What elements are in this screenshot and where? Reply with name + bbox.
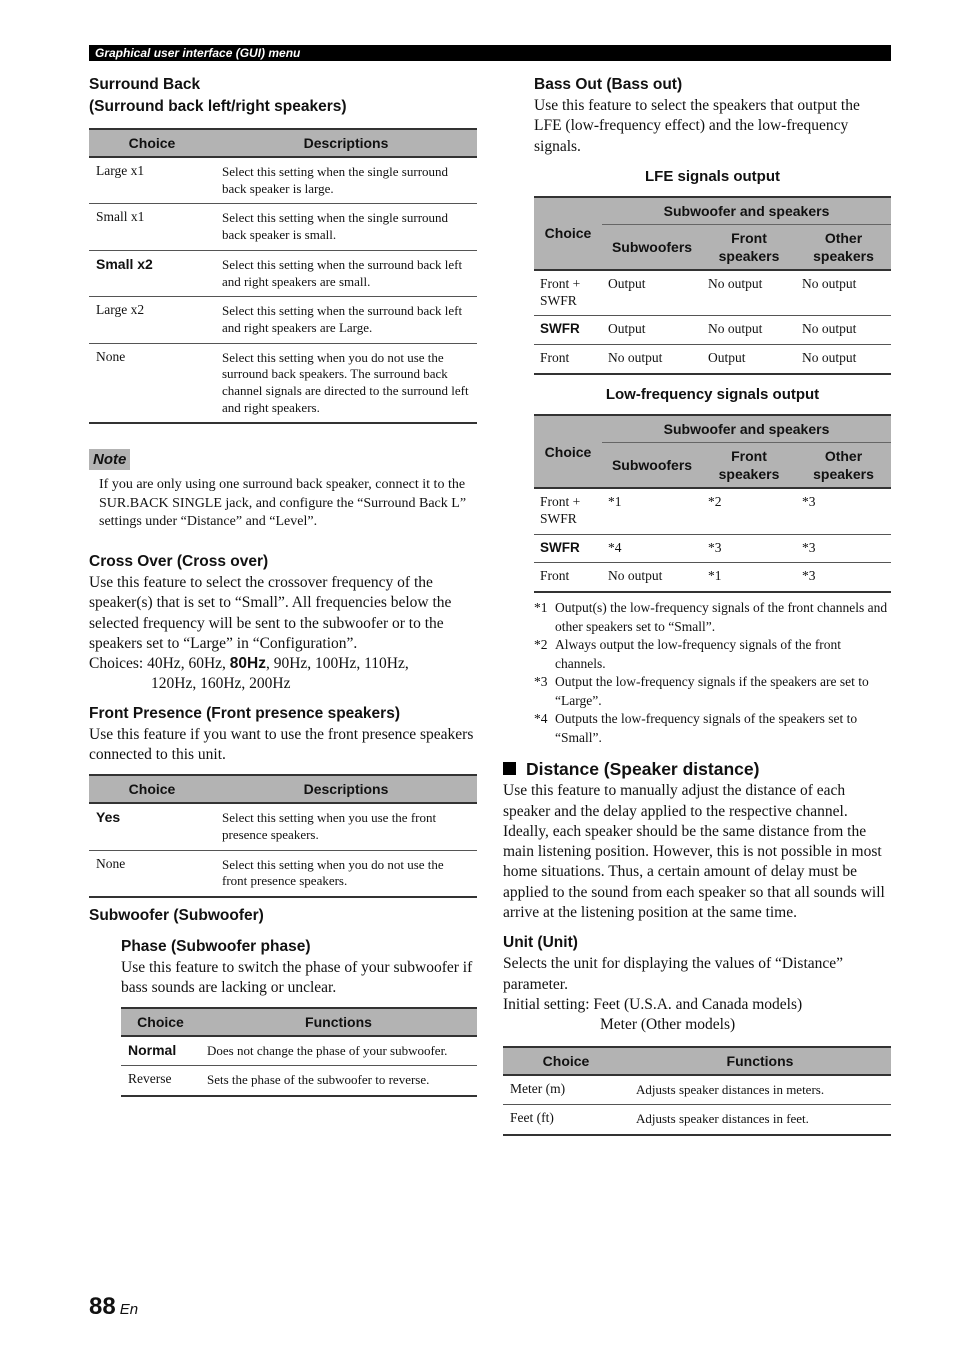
column-header-functions: Functions — [629, 1047, 891, 1075]
table-row — [89, 297, 477, 343]
bass-out-text: Use this feature to select the speakers that output the LFE (low-frequency effect) and the low-frequency signals. — [534, 97, 860, 155]
surround-back-title: Surround Back (Surround back left/right speakers) — [89, 76, 347, 115]
subwoofers-cell: Output — [608, 275, 646, 291]
page-number: 88 En — [89, 1293, 139, 1320]
table-row — [89, 250, 477, 296]
table-row — [534, 345, 891, 374]
front-speakers-cell: *3 — [708, 539, 722, 555]
table-row — [534, 488, 891, 534]
column-header-descriptions: Descriptions — [215, 775, 477, 803]
footnote-item: *2 Always output the low-frequency signals of the front channels. — [534, 637, 842, 671]
note-label: Note — [89, 449, 130, 470]
cross-over-choices-line2: 120Hz, 160Hz, 200Hz — [151, 675, 291, 693]
initial-setting-line2: Meter (Other models) — [600, 1016, 736, 1034]
front-speakers-cell: *1 — [708, 568, 722, 584]
description-cell: Sets the phase of the subwoofer to reverse. — [207, 1072, 430, 1088]
phase-section — [89, 936, 477, 1097]
choice-cell-default: Yes — [96, 809, 121, 826]
left-column — [89, 74, 477, 1097]
choice-cell-default: SWFR — [540, 539, 580, 555]
footnote-item: *4 Outputs the low-frequency signals of the speakers set to “Small”. — [534, 711, 858, 745]
description-cell: Select this setting when you use the front presence speakers. — [222, 810, 437, 843]
column-group-header: Subwoofer and speakers — [602, 197, 891, 225]
lfe-table-title: LFE signals output — [645, 167, 780, 185]
unit-table — [503, 1046, 891, 1136]
choice-cell: Front — [540, 350, 570, 366]
column-header-choice: Choice — [534, 415, 602, 488]
cross-over-choices: Choices: 40Hz, 60Hz, 80Hz, 90Hz, 100Hz, 110Hz, — [89, 655, 409, 673]
unit-title: Unit (Unit) — [503, 934, 578, 952]
initial-setting: Initial setting: Feet (U.S.A. and Canada models) — [503, 995, 803, 1013]
choice-cell: Feet (ft) — [510, 1110, 554, 1126]
unit-text: Selects the unit for displaying the values of “Distance” parameter. — [503, 955, 844, 993]
distance-text: Use this feature to manually adjust the distance of each speaker and the delay applied to the respective channel. Ideally, each speaker should be the same distance from the main listening position. However, this is not possible in most home situations. Thus, a certain amount of delay must be applied to the sound from each speaker so that all sounds will arrive at the listening position at the same time. — [503, 782, 885, 922]
footnote-item: *1 Output(s) the low-frequency signals of the front channels and other speakers set to “Small”. — [534, 600, 888, 634]
table-row — [503, 1075, 891, 1105]
surround-back-table — [89, 128, 477, 424]
column-header-choice: Choice — [89, 775, 215, 803]
column-header-front-speakers: Front speakers — [702, 224, 796, 270]
table-row — [89, 204, 477, 250]
low-frequency-table-title: Low-frequency signals output — [605, 386, 820, 404]
cross-over-text: Use this feature to select the crossover frequency of the speaker(s) that is set to “Small”. All frequencies below the selected frequency will be sent to the subwoofer or to the speakers set to “Large” in “Configuration”. — [89, 573, 452, 652]
other-speakers-cell: *3 — [802, 568, 816, 584]
choice-cell-default: Normal — [128, 1041, 177, 1058]
front-speakers-cell: Output — [708, 350, 746, 366]
other-speakers-cell: *3 — [802, 539, 816, 555]
table-row — [534, 316, 891, 345]
header-bar — [89, 45, 891, 61]
table-row — [121, 1066, 477, 1096]
choice-cell: Large x2 — [96, 302, 145, 318]
other-speakers-cell: *3 — [802, 494, 816, 510]
column-header-front-speakers: Front speakers — [702, 443, 796, 489]
description-cell: Does not change the phase of your subwoofer. — [207, 1042, 448, 1058]
description-cell: Select this setting when the single surround back speaker is large. — [222, 164, 449, 196]
table-row — [503, 1105, 891, 1135]
column-header-choice: Choice — [121, 1008, 200, 1036]
column-header-other-speakers: Other speakers — [796, 443, 891, 489]
column-header-choice: Choice — [89, 129, 215, 157]
choice-cell: Meter (m) — [510, 1080, 566, 1096]
cross-over-title: Cross Over (Cross over) — [89, 552, 269, 570]
front-presence-text: Use this feature if you want to use the front presence speakers connected to this unit. — [89, 725, 474, 764]
description-cell: Adjusts speaker distances in feet. — [636, 1111, 809, 1127]
other-speakers-cell: No output — [802, 321, 857, 337]
description-cell: Select this setting when you do not use the surround back speakers. The surround back channel signals are directed to the surround left and right speakers. — [222, 349, 469, 415]
table-row — [121, 1036, 477, 1066]
subwoofers-cell: Output — [608, 321, 646, 337]
table-row — [89, 343, 477, 423]
subwoofers-cell: *4 — [608, 539, 622, 555]
description-cell: Select this setting when the single surround back speaker is small. — [222, 210, 449, 243]
description-cell: Select this setting when the surround back left and right speakers are small. — [222, 256, 463, 289]
table-row — [89, 803, 477, 850]
other-speakers-cell: No output — [802, 275, 857, 291]
default-choice: 80Hz — [229, 655, 266, 673]
bass-out-title: Bass Out (Bass out) — [534, 76, 683, 93]
front-speakers-cell: No output — [708, 275, 763, 291]
choice-cell: Small x1 — [96, 209, 145, 225]
column-header-subwoofers: Subwoofers — [602, 443, 702, 489]
section-square-icon — [503, 762, 516, 775]
right-column — [503, 74, 891, 1136]
front-presence-table — [89, 774, 477, 898]
front-speakers-cell: *2 — [708, 494, 722, 510]
choice-cell-default: SWFR — [540, 321, 580, 337]
note-box — [89, 449, 477, 532]
distance-title: Distance (Speaker distance) — [503, 758, 891, 780]
choice-cell-default: Small x2 — [96, 255, 153, 272]
phase-title: Phase (Subwoofer phase) — [121, 938, 311, 956]
lfe-table — [534, 196, 891, 375]
header-title: Graphical user interface (GUI) menu — [95, 46, 301, 60]
description-cell: Select this setting when the surround back left and right speakers are Large. — [222, 303, 463, 335]
low-frequency-table — [534, 414, 891, 593]
choice-cell: None — [96, 348, 126, 364]
choice-cell: Front + SWFR — [540, 275, 581, 308]
description-cell: Select this setting when you do not use the front presence speakers. — [222, 856, 444, 889]
other-speakers-cell: No output — [802, 350, 857, 366]
subwoofers-cell: *1 — [608, 494, 622, 510]
choice-cell: Front + SWFR — [540, 494, 581, 526]
front-presence-title: Front Presence (Front presence speakers) — [89, 704, 400, 722]
column-group-header: Subwoofer and speakers — [602, 415, 891, 443]
subwoofers-cell: No output — [608, 350, 663, 366]
bass-out-section — [503, 74, 891, 747]
phase-text: Use this feature to switch the phase of your subwoofer if bass sounds are lacking or unclear. — [121, 959, 473, 997]
column-header-descriptions: Descriptions — [215, 129, 477, 157]
choice-cell: Front — [540, 568, 570, 584]
column-header-other-speakers: Other speakers — [796, 224, 891, 270]
choice-cell: None — [96, 855, 126, 871]
column-header-functions: Functions — [200, 1008, 477, 1036]
footnote-item: *3 Output the low-frequency signals if the speakers are set to “Large”. — [534, 674, 869, 708]
subwoofer-title: Subwoofer (Subwoofer) — [89, 907, 264, 925]
column-header-choice: Choice — [534, 197, 602, 270]
table-row — [89, 850, 477, 897]
choice-cell: Reverse — [128, 1071, 172, 1087]
subwoofers-cell: No output — [608, 568, 663, 584]
choice-cell: Large x1 — [96, 163, 145, 178]
table-row — [534, 563, 891, 592]
note-text: If you are only using one surround back speaker, connect it to the SUR.BACK SINGLE jack, and configure the “Surround Back L” settings under “Distance” and “Level”. — [99, 477, 467, 530]
language-label: En — [119, 1301, 139, 1318]
table-row — [534, 534, 891, 563]
phase-table — [121, 1007, 477, 1097]
column-header-subwoofers: Subwoofers — [602, 224, 702, 270]
footnotes — [534, 599, 891, 747]
table-row — [534, 270, 891, 316]
front-speakers-cell: No output — [708, 321, 763, 337]
column-header-choice: Choice — [503, 1047, 629, 1075]
description-cell: Adjusts speaker distances in meters. — [636, 1081, 825, 1097]
table-row — [89, 157, 477, 204]
